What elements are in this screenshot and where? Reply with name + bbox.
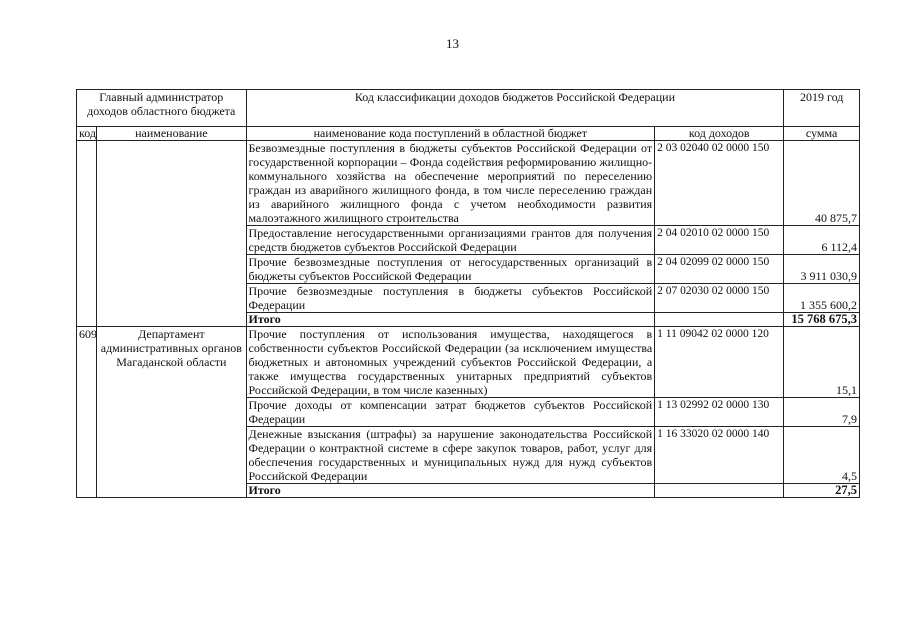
table-header-row-1 — [77, 90, 860, 127]
income-sum: 1 355 600,2 — [784, 284, 860, 313]
page-number: 13 — [446, 36, 459, 51]
income-code: 2 07 02030 02 0000 150 — [655, 284, 784, 313]
admin-name-cell: Департамент административных органов Магаданской области — [97, 327, 246, 498]
income-code: 1 13 02992 02 0000 130 — [655, 398, 784, 427]
header-col-income-code: код доходов — [655, 127, 784, 141]
header-year: 2019 год — [784, 90, 860, 127]
total-sum: 15 768 675,3 — [784, 313, 860, 327]
income-name: Предоставление негосударственными организациями грантов для получения средств бюджетов субъектов Российской Федерации — [246, 226, 655, 255]
income-name: Безвозмездные поступления в бюджеты субъектов Российской Федерации от государственной корпорации – Фонда содействия реформированию жилищно-коммунального хозяйства на обеспечение мероприятий по переселению граждан из аварийного жилищного фонда, в том числе переселению граждан из аварийного жилищного фонда с учетом необходимости развития малоэтажного жилищного строительства — [246, 141, 655, 226]
total-sum: 27,5 — [784, 484, 860, 498]
total-empty-cell — [655, 313, 784, 327]
income-sum: 4,5 — [784, 427, 860, 484]
total-label: Итого — [246, 313, 655, 327]
header-col-sum: сумма — [784, 127, 860, 141]
table-row — [77, 141, 860, 226]
income-sum: 7,9 — [784, 398, 860, 427]
income-code: 2 04 02010 02 0000 150 — [655, 226, 784, 255]
income-code: 2 04 02099 02 0000 150 — [655, 255, 784, 284]
income-sum: 40 875,7 — [784, 141, 860, 226]
budget-income-table — [76, 89, 860, 498]
header-col-name: наименование — [97, 127, 246, 141]
total-label: Итого — [246, 484, 655, 498]
income-sum: 15,1 — [784, 327, 860, 398]
admin-code-cell — [77, 141, 97, 327]
income-sum: 6 112,4 — [784, 226, 860, 255]
admin-code-cell: 609 — [77, 327, 97, 498]
header-col-income-name: наименование кода поступлений в областной бюджет — [246, 127, 655, 141]
income-sum: 3 911 030,9 — [784, 255, 860, 284]
income-name: Прочие безвозмездные поступления от негосударственных организаций в бюджеты субъектов Российской Федерации — [246, 255, 655, 284]
admin-name-cell — [97, 141, 246, 327]
income-code: 1 11 09042 02 0000 120 — [655, 327, 784, 398]
header-classification: Код классификации доходов бюджетов Российской Федерации — [246, 90, 784, 127]
income-name: Прочие безвозмездные поступления в бюджеты субъектов Российской Федерации — [246, 284, 655, 313]
table-header-row-2 — [77, 127, 860, 141]
header-admin-group: Главный администратор доходов областного бюджета — [77, 90, 247, 127]
income-name: Прочие поступления от использования имущества, находящегося в собственности субъектов Российской Федерации (за исключением имущества бюджетных и автономных учреждений субъектов Российской Федерации, а также имущества государственных унитарных предприятий субъектов Российской Федерации, в том числе казенных) — [246, 327, 655, 398]
income-code: 1 16 33020 02 0000 140 — [655, 427, 784, 484]
total-empty-cell — [655, 484, 784, 498]
table-row — [77, 327, 860, 398]
header-col-code: код — [77, 127, 97, 141]
income-code: 2 03 02040 02 0000 150 — [655, 141, 784, 226]
income-name: Прочие доходы от компенсации затрат бюджетов субъектов Российской Федерации — [246, 398, 655, 427]
income-name: Денежные взыскания (штрафы) за нарушение законодательства Российской Федерации о контрактной системе в сфере закупок товаров, работ, услуг для обеспечения государственных и муниципальных нужд для нужд субъектов Российской Федерации — [246, 427, 655, 484]
